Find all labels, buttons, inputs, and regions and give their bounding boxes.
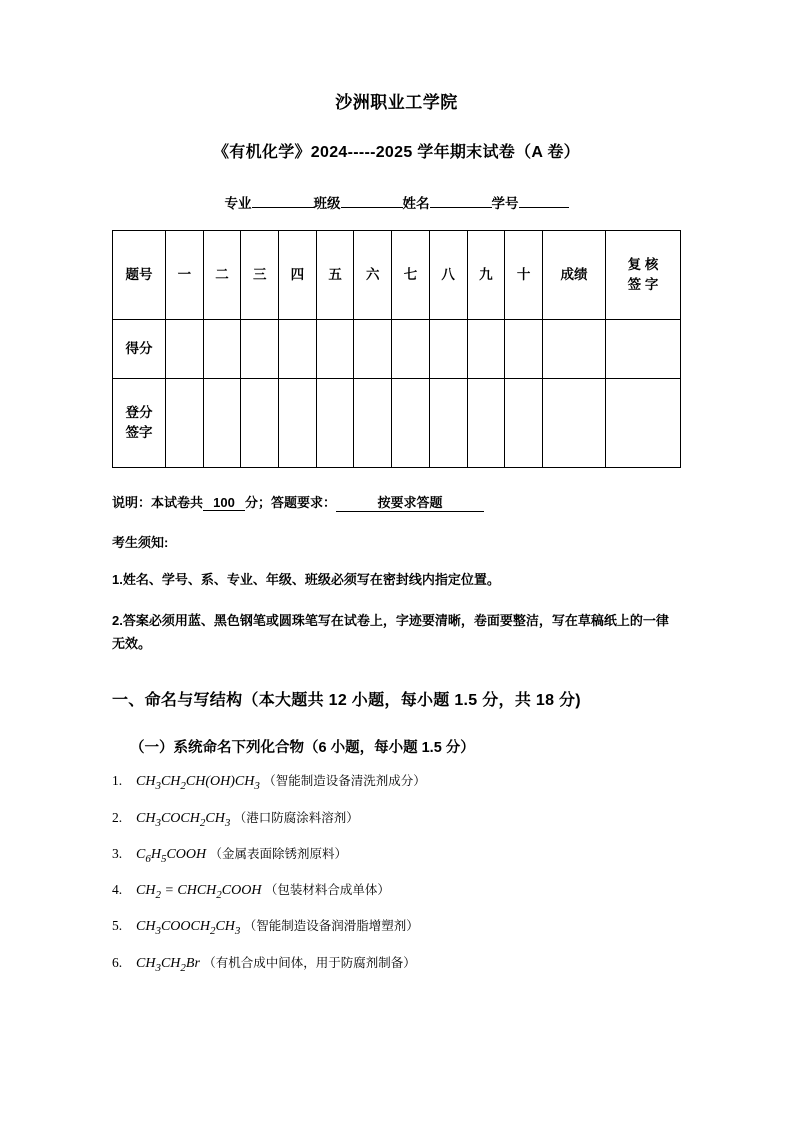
- register-cell-9[interactable]: [467, 379, 505, 468]
- name-label: 姓名: [402, 196, 430, 211]
- score-table: [112, 230, 681, 468]
- col-head-3: 三: [241, 231, 279, 320]
- register-cell-total[interactable]: [543, 379, 606, 468]
- list-item: [112, 808, 681, 831]
- instruction-line: [112, 492, 681, 512]
- question-formula: $CH_3CH_2CH(OH)CH_3$: [136, 774, 260, 793]
- register-cell-review[interactable]: [606, 379, 681, 468]
- table-row-score: [113, 320, 681, 379]
- register-cell-3[interactable]: [241, 379, 279, 468]
- student-info-line: [112, 192, 681, 212]
- total-points-value: 100: [203, 495, 245, 511]
- col-head-7: 七: [392, 231, 430, 320]
- score-cell-10[interactable]: [505, 320, 543, 379]
- register-cell-4[interactable]: [279, 379, 317, 468]
- name-blank[interactable]: [430, 207, 492, 208]
- score-cell-2[interactable]: [203, 320, 241, 379]
- review-sign-line2: 签 字: [627, 277, 659, 292]
- question-number: 2.: [112, 809, 123, 825]
- question-note: （有机合成中间体，用于防腐剂制备）: [203, 955, 416, 970]
- list-item: [112, 771, 681, 794]
- score-cell-5[interactable]: [316, 320, 354, 379]
- major-label: 专业: [224, 196, 252, 211]
- register-cell-5[interactable]: [316, 379, 354, 468]
- question-number: 4.: [112, 882, 123, 898]
- question-list: [112, 771, 681, 976]
- review-sign-line1: 复 核: [627, 257, 659, 273]
- student-id-label: 学号: [491, 196, 519, 211]
- register-cell-6[interactable]: [354, 379, 392, 468]
- instruction-middle: 分；答题要求：: [245, 495, 337, 510]
- major-blank[interactable]: [252, 207, 314, 208]
- list-item: [112, 880, 681, 903]
- question-formula: $CH_3COOCH_2CH_3$: [136, 919, 241, 938]
- question-number: 1.: [112, 773, 123, 789]
- score-cell-total[interactable]: [543, 320, 606, 379]
- row-label-question-no: 题号: [113, 231, 166, 320]
- class-blank[interactable]: [341, 207, 403, 208]
- col-head-5: 五: [316, 231, 354, 320]
- register-cell-2[interactable]: [203, 379, 241, 468]
- question-formula: $CH_2$ = $CHCH_2COOH$: [136, 883, 262, 901]
- register-cell-10[interactable]: [505, 379, 543, 468]
- score-cell-8[interactable]: [429, 320, 467, 379]
- col-head-1: 一: [166, 231, 204, 320]
- score-cell-6[interactable]: [354, 320, 392, 379]
- list-item: [112, 916, 681, 939]
- col-head-4: 四: [279, 231, 317, 320]
- student-id-blank[interactable]: [519, 207, 569, 208]
- col-head-2: 二: [203, 231, 241, 320]
- score-cell-7[interactable]: [392, 320, 430, 379]
- register-cell-8[interactable]: [429, 379, 467, 468]
- col-head-9: 九: [467, 231, 505, 320]
- col-head-6: 六: [354, 231, 392, 320]
- question-formula: $C_6H_5COOH$: [136, 846, 207, 865]
- question-note: （金属表面除锈剂原料）: [209, 846, 348, 861]
- exam-title: 《有机化学》2024-----2025 学年期末试卷（A 卷）: [213, 144, 580, 161]
- question-note: （智能制造设备清洗剂成分）: [263, 774, 426, 789]
- list-item: [112, 953, 681, 976]
- notice-item-1: 1.姓名、学号、系、专业、年级、班级必须写在密封线内指定位置。: [112, 572, 500, 587]
- requirement-value: 按要求答题: [336, 492, 484, 512]
- question-number: 6.: [112, 954, 123, 970]
- register-cell-1[interactable]: [166, 379, 204, 468]
- row-label-score: 得分: [113, 320, 166, 379]
- score-cell-4[interactable]: [279, 320, 317, 379]
- register-sign-line1: 登分: [125, 405, 153, 421]
- col-head-total: 成绩: [543, 231, 606, 320]
- question-number: 5.: [112, 918, 123, 934]
- register-sign-line2: 签字: [125, 425, 153, 440]
- question-note: （包装材料合成单体）: [264, 883, 390, 898]
- notice-item-2: 2.答案必须用蓝、黑色钢笔或圆珠笔写在试卷上，字迹要清晰，卷面要整洁，写在草稿纸上的一律无效。: [112, 612, 669, 651]
- question-number: 3.: [112, 845, 123, 861]
- question-formula: $CH_3COCH_2CH_3$: [136, 810, 231, 829]
- question-note: （智能制造设备润滑脂增塑剂）: [243, 919, 419, 934]
- score-cell-1[interactable]: [166, 320, 204, 379]
- row-label-register-sign: [113, 379, 166, 468]
- score-cell-review[interactable]: [606, 320, 681, 379]
- list-item: [112, 844, 681, 867]
- col-head-8: 八: [429, 231, 467, 320]
- question-note: （港口防腐涂料溶剂）: [233, 810, 359, 825]
- class-label: 班级: [313, 196, 341, 211]
- col-head-review-sign: [606, 231, 681, 320]
- notice-title: 考生须知:: [112, 535, 169, 550]
- instruction-prefix: 说明：本试卷共: [112, 495, 204, 510]
- section-one-sub-heading: （一）系统命名下列化合物（6 小题，每小题 1.5 分）: [130, 740, 475, 757]
- table-row-question-numbers: [113, 231, 681, 320]
- register-cell-7[interactable]: [392, 379, 430, 468]
- col-head-10: 十: [505, 231, 543, 320]
- section-one-heading: 一、命名与写结构（本大题共 12 小题，每小题 1.5 分，共 18 分): [112, 692, 581, 710]
- question-formula: $CH_3CH_2Br$: [136, 955, 200, 974]
- page-title: 沙洲职业工学院: [335, 93, 458, 112]
- table-row-register-sign: [113, 379, 681, 468]
- score-cell-3[interactable]: [241, 320, 279, 379]
- score-cell-9[interactable]: [467, 320, 505, 379]
